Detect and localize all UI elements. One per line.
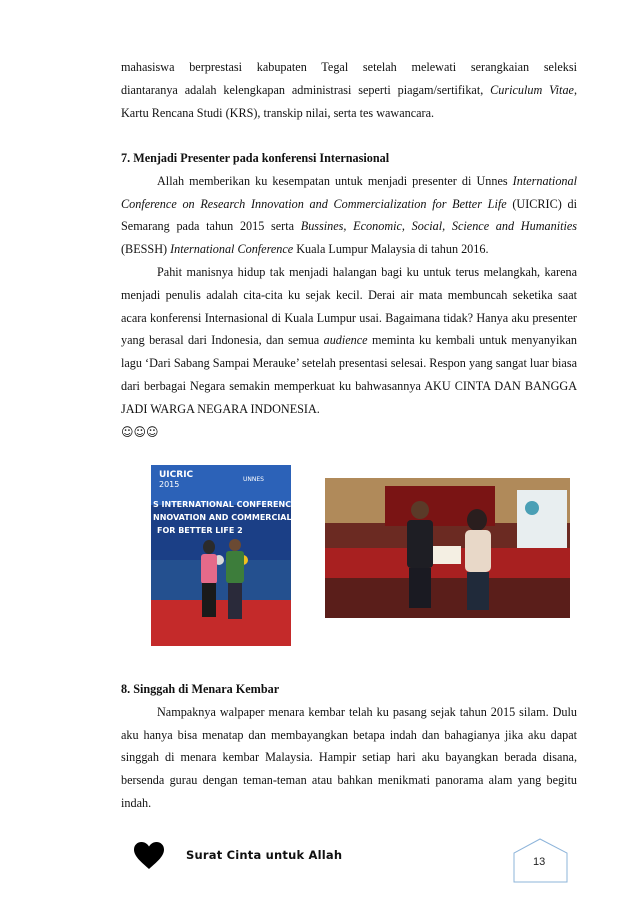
section-8-heading: 8. Singgah di Menara Kembar bbox=[121, 682, 280, 696]
conference-photo-bessh bbox=[325, 478, 570, 618]
banner-line-3: FOR BETTER LIFE 2 bbox=[157, 526, 243, 535]
intro-line-2: diantaranya adalah kelengkapan administrasi seperti piagam/sertifikat, Curiculum Vitae, bbox=[121, 82, 577, 97]
banner-line-1: S INTERNATIONAL CONFERENCE bbox=[153, 500, 297, 509]
uicric-photo-graphic bbox=[151, 465, 312, 646]
heart-icon bbox=[134, 842, 164, 870]
banner-line-2: NNOVATION AND COMMERCIALIZAT bbox=[153, 513, 312, 522]
intro-paragraph bbox=[121, 56, 577, 124]
section-8 bbox=[121, 678, 577, 815]
page-number: 13 bbox=[533, 856, 546, 868]
section-7 bbox=[121, 147, 577, 443]
uicric-logo-text: UICRIC bbox=[159, 470, 194, 480]
smiley-faces: ☺☺☺ bbox=[121, 424, 159, 439]
footer-book-title: Surat Cinta untuk Allah bbox=[186, 848, 343, 862]
section-7-heading: 7. Menjadi Presenter pada konferensi Internasional bbox=[121, 151, 390, 165]
bessh-photo-graphic bbox=[325, 478, 570, 618]
svg-text:2015: 2015 bbox=[159, 480, 180, 489]
section-7-paragraph-1: Allah memberikan ku kesempatan untuk menjadi presenter di Unnes International Conference on Research Innovation and Commercialization for Better Life (UICRIC) di Semarang pada tahun 2015 serta Bussines, Economic, Social, Science and Humanities (BESSH) International Conference Kuala Lumpur Malaysia di tahun 2016. bbox=[121, 173, 577, 257]
intro-line-1: mahasiswa berprestasi kabupaten Tegal setelah melewati serangkaian seleksi bbox=[121, 60, 577, 74]
section-8-paragraph-1: Nampaknya walpaper menara kembar telah ku pasang sejak tahun 2015 silam. Dulu aku hanya bisa menatap dan membayangkan betapa indah dan bahagianya jika aku dapat singgah di menara kembar Malaysia. Hampir setiap hari aku bayangkan berada disana, bersenda gurau dengan teman-teman atau bahkan menikmati panorama alam yang begitu indah. bbox=[121, 704, 577, 810]
svg-text:UNNES: UNNES bbox=[243, 476, 264, 483]
section-7-paragraph-2: Pahit manisnya hidup tak menjadi halangan bagi ku untuk terus melangkah, karena menjadi penulis adalah cita-cita ku sejak kecil. Derai air mata membuncah seketika saat acara konferensi Internasional di Kuala Lumpur usai. Bagaimana tidak? Hanya aku presenter yang berasal dari Indonesia, dan semua audience meminta ku kembali untuk menyanyikan lagu ‘Dari Sabang Sampai Merauke’ setelah presentasi selesai. Respon yang sangat luar biasa dari berbagai Negara semakin memperkuat ku bahwasannya AKU CINTA DAN BANGGA JADI WARGA NEGARA INDONESIA. bbox=[121, 264, 577, 416]
intro-line-3: Kartu Rencana Studi (KRS), transkip nilai, serta tes wawancara. bbox=[121, 105, 435, 120]
conference-photo-uicric bbox=[151, 465, 312, 646]
